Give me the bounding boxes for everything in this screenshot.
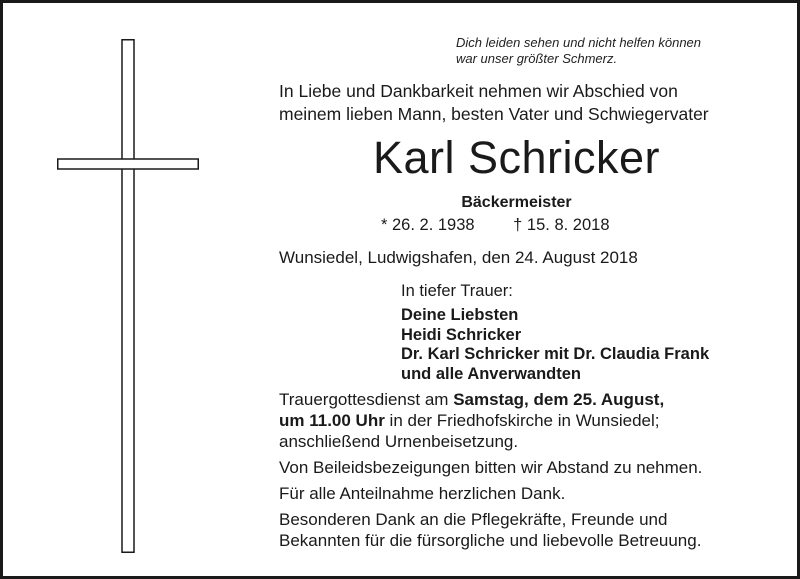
service-line-3: anschließend Urnenbeisetzung. xyxy=(279,432,519,451)
mourner-item: Deine Liebsten xyxy=(401,306,519,324)
service-line-2 xyxy=(279,410,664,431)
mourners-list xyxy=(401,306,709,384)
service-prefix: Trauergottesdienst am xyxy=(279,390,454,409)
closing-notes xyxy=(279,457,702,556)
mourner-item: Dr. Karl Schricker mit Dr. Claudia Frank xyxy=(401,345,710,363)
service-line-1 xyxy=(279,389,664,410)
service-location: in der Friedhofskirche in Wunsiedel; xyxy=(384,411,660,430)
deceased-name: Karl Schricker xyxy=(372,132,661,183)
place-and-date: Wunsiedel, Ludwigshafen, den 24. August 2018 xyxy=(279,248,638,267)
motto xyxy=(456,35,701,67)
thanks-note: Für alle Anteilnahme herzlichen Dank. xyxy=(279,484,566,503)
motto-line-2: war unser größter Schmerz. xyxy=(456,51,618,66)
service-day: Samstag, dem 25. August, xyxy=(453,390,665,409)
mourner-item: Heidi Schricker xyxy=(401,325,522,344)
deceased-profession: Bäckermeister xyxy=(461,194,572,211)
intro-line-2: meinem lieben Mann, besten Vater und Schwiegervater xyxy=(279,104,709,124)
intro-text xyxy=(279,80,709,126)
life-dates xyxy=(381,215,610,235)
special-thanks-line-2: Bekannten für die fürsorgliche und liebevolle Betreuung. xyxy=(279,531,702,550)
cross-icon xyxy=(57,39,199,553)
special-thanks-line-1: Besonderen Dank an die Pflegekräfte, Freunde und xyxy=(279,510,668,529)
special-thanks xyxy=(279,509,702,551)
service-time: um 11.00 Uhr xyxy=(279,411,385,430)
funeral-service-info xyxy=(279,389,664,452)
birth-date: * 26. 2. 1938 xyxy=(381,216,475,234)
condolences-note: Von Beileidsbezeigungen bitten wir Abstand zu nehmen. xyxy=(279,458,703,477)
mourner-item: und alle Anverwandten xyxy=(401,364,582,383)
intro-line-1: In Liebe und Dankbarkeit nehmen wir Abschied von xyxy=(279,81,678,101)
death-date: † 15. 8. 2018 xyxy=(513,216,610,234)
motto-line-1: Dich leiden sehen und nicht helfen können xyxy=(456,35,702,50)
mourning-label: In tiefer Trauer: xyxy=(401,282,513,300)
